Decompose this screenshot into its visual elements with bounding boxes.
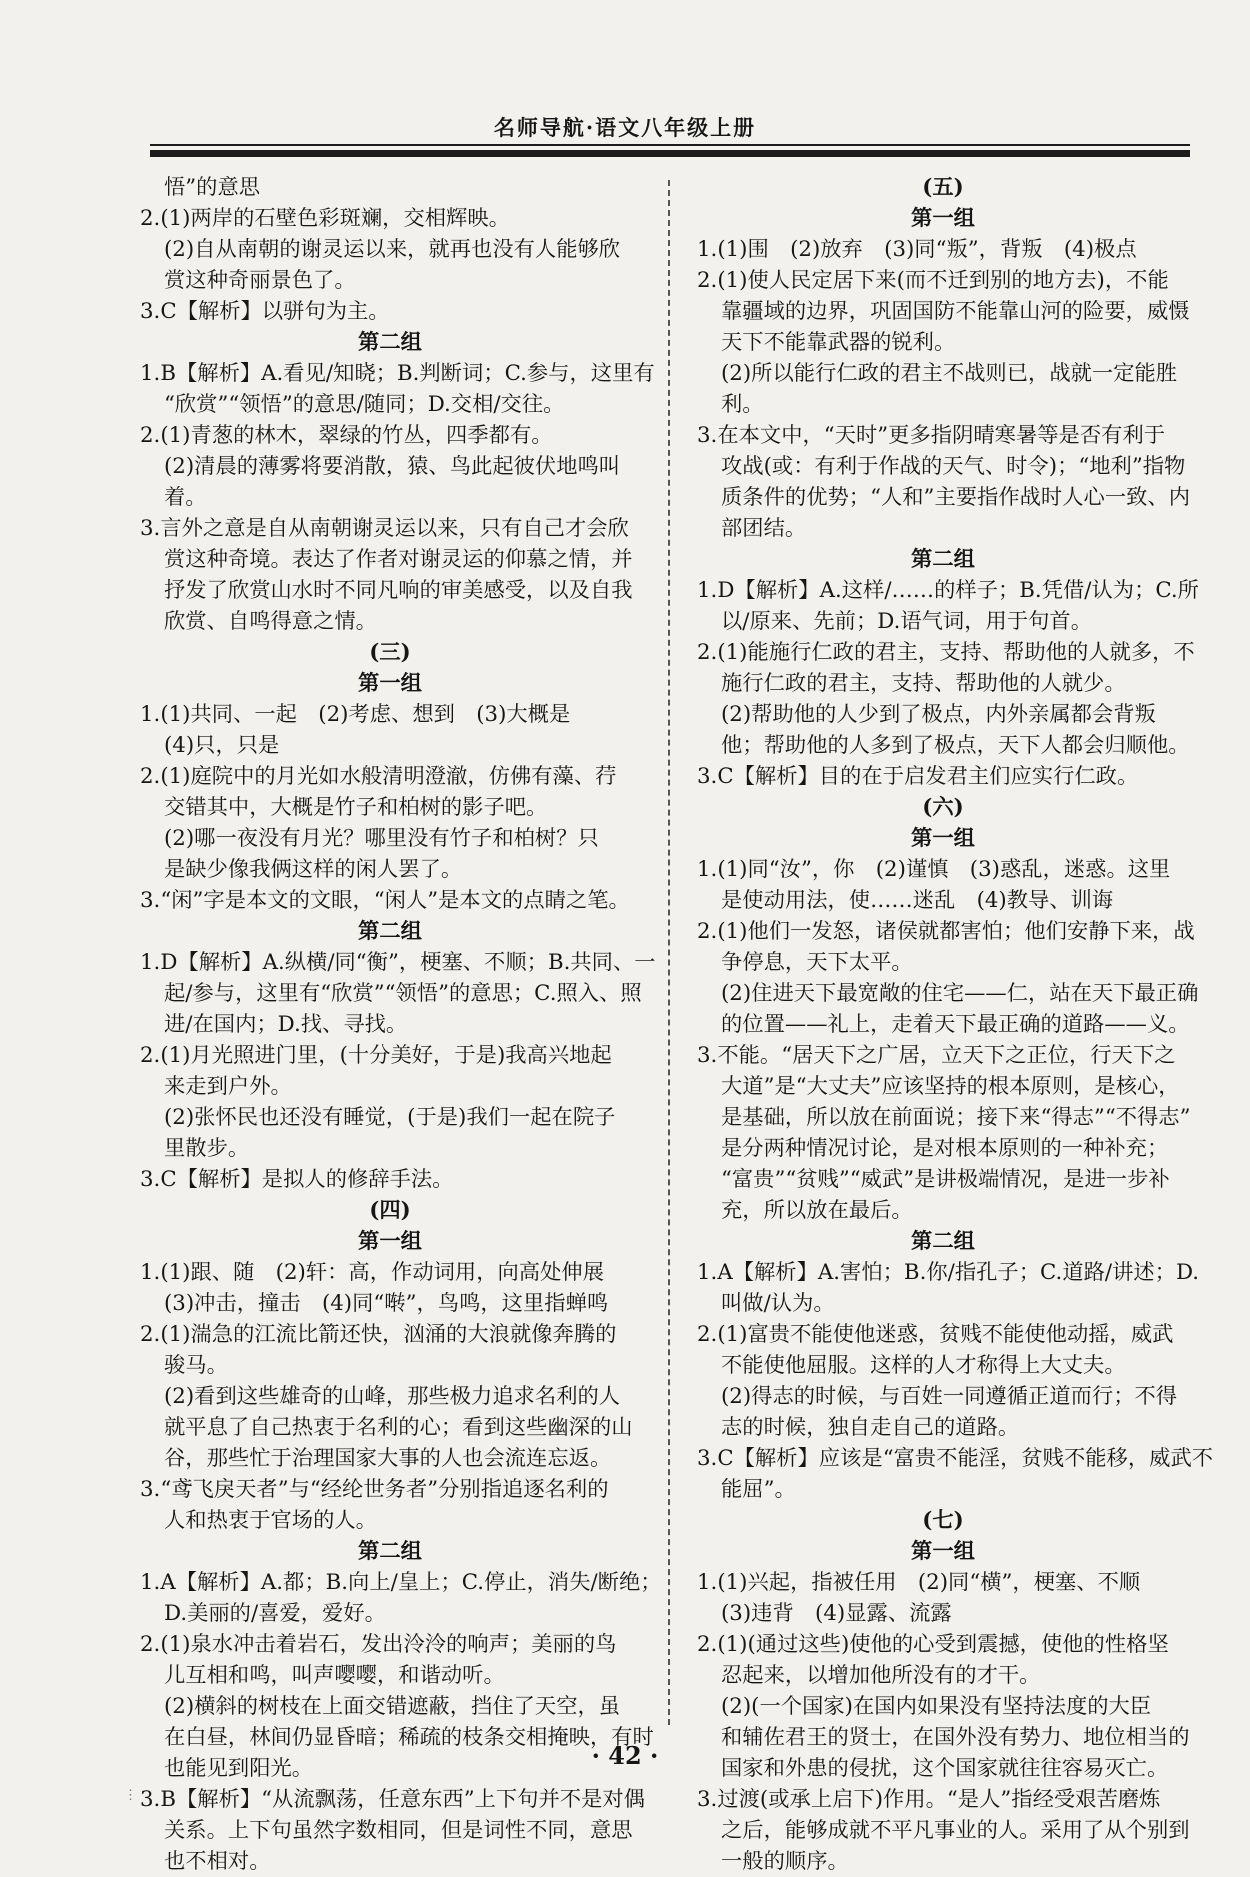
answer-line: 之后，能够成就不平凡事业的人。采用了从个别到 [721,1818,1190,1843]
section-heading: 第一组 [358,671,422,696]
answer-line: 欣赏、自鸣得意之情。 [164,609,377,634]
answer-line: 2.(1)能施行仁政的君主，支持、帮助他的人就多，不 [697,640,1195,665]
section-heading: 第一组 [358,1229,422,1254]
answer-line: 3.“闲”字是本文的文眼，“闲人”是本文的点睛之笔。 [140,888,630,913]
answer-line: (2)看到这些雄奇的山峰，那些极力追求名利的人 [164,1384,621,1409]
section-heading: (三) [369,640,411,665]
answer-line: (2)所以能行仁政的君主不战则已，战就一定能胜 [721,361,1178,386]
answer-line: 来走到户外。 [164,1074,292,1099]
answer-line: 2.(1)泉水冲击着岩石，发出泠泠的响声；美丽的鸟 [140,1632,617,1657]
answer-line: 1.A【解析】A.害怕；B.你/指孔子；C.道路/讲述；D. [697,1260,1200,1285]
page-number: · 42 · [591,1741,659,1770]
answer-line: 是缺少像我俩这样的闲人罢了。 [164,857,463,882]
answer-line: 1.(1)跟、随 (2)轩：高，作动词用，向高处伸展 [140,1260,604,1285]
answer-line: 2.(1)他们一发怒，诸侯就都害怕；他们安静下来，战 [697,919,1195,944]
section-heading: 第一组 [911,206,975,231]
answer-line: 2.(1)月光照进门里，(十分美好，于是)我高兴地起 [140,1043,612,1068]
answer-line: 他；帮助他的人多到了极点，天下人都会归顺他。 [721,733,1190,758]
section-heading: 第二组 [358,330,422,355]
section-heading: 第二组 [911,1229,975,1254]
answer-line: 不能使他屈服。这样的人才称得上大丈夫。 [721,1353,1126,1378]
answer-line: 骏马。 [164,1353,228,1378]
answer-line: 人和热衷于官场的人。 [164,1508,377,1533]
answer-line: 关系。上下句虽然字数相同，但是词性不同，意思 [164,1818,633,1843]
answer-line: 儿互相和鸣，叫声嘤嘤，和谐动听。 [164,1663,505,1688]
answer-line: 1.D【解析】A.这样/……的样子；B.凭借/认为；C.所 [697,578,1199,603]
answer-line: 争停息，天下太平。 [721,950,913,975]
answer-line: 谷，那些忙于治理国家大事的人也会流连忘返。 [164,1446,612,1471]
answer-line: 忍起来，以增加他所没有的才干。 [721,1663,1041,1688]
answer-line: 起/参与，这里有“欣赏”“领悟”的意思；C.照入、照 [164,981,642,1006]
answer-line: 抒发了欣赏山水时不同凡响的审美感受，以及自我 [164,578,633,603]
answer-line: 2.(1)(通过这些)使他的心受到震撼，使他的性格坚 [697,1632,1169,1657]
answer-line: 国家和外患的侵扰，这个国家就往往容易灭亡。 [721,1756,1169,1781]
answer-line: 2.(1)青葱的林木，翠绿的竹丛，四季都有。 [140,423,553,448]
answer-line: 是分两种情况讨论，是对根本原则的一种补充； [721,1136,1169,1161]
answer-line: 进/在国内；D.找、寻找。 [164,1012,408,1037]
answer-line: 施行仁政的君主，支持、帮助他的人就少。 [721,671,1126,696]
answer-line: 1.B【解析】A.看见/知晓；B.判断词；C.参与，这里有 [140,361,655,386]
answer-line: 3.不能。“居天下之广居，立天下之正位，行天下之 [697,1043,1176,1068]
answer-line: 2.(1)庭院中的月光如水般清明澄澈，仿佛有藻、荇 [140,764,617,789]
answer-line: “富贵”“贫贱”“威武”是讲极端情况，是进一步补 [721,1167,1170,1192]
answer-line: 3.C【解析】目的在于启发君主们应实行仁政。 [697,764,1139,789]
answer-line: (3)冲击，撞击 (4)同“啭”，鸟鸣，这里指蝉鸣 [164,1291,609,1316]
answer-line: 2.(1)两岸的石壁色彩斑斓，交相辉映。 [140,206,510,231]
answer-line: (2)张怀民也还没有睡觉，(于是)我们一起在院子 [164,1105,616,1130]
answer-line: (2)帮助他的人少到了极点，内外亲属都会背叛 [721,702,1156,727]
answer-line: (3)违背 (4)显露、流露 [721,1601,952,1626]
answer-line: 的位置——礼上，走着天下最正确的道路——义。 [721,1012,1190,1037]
answer-line: 叫做/认为。 [721,1291,835,1316]
answer-line: 攻战(或：有利于作战的天气、时令)；“地利”指物 [721,454,1186,479]
answer-line: 着。 [164,485,207,510]
answer-line: 3.言外之意是自从南朝谢灵运以来，只有自己才会欣 [140,516,629,541]
answer-line: 3.过渡(或承上启下)作用。“是人”指经受艰苦磨炼 [697,1787,1161,1812]
answer-line: 靠疆域的边界，巩固国防不能靠山河的险要，威慑 [721,299,1190,324]
answer-line: 3.C【解析】应该是“富贵不能淫，贫贱不能移，威武不 [697,1446,1214,1471]
answer-line: 以/原来、先前；D.语气词，用于句首。 [721,609,1093,634]
answer-line: 在白昼，林间仍显昏暗；稀疏的枝条交相掩映，有时 [164,1725,654,1750]
column-divider [668,180,670,1725]
answer-line: 2.(1)使人民定居下来(而不迁到别的地方去)，不能 [697,268,1169,293]
answer-line: 3.B【解析】“从流飘荡，任意东西”上下句并不是对偶 [140,1787,645,1812]
answer-line: (2)哪一夜没有月光？哪里没有竹子和柏树？只 [164,826,599,851]
answer-line: 是基础，所以放在前面说；接下来“得志”“不得志” [721,1105,1191,1130]
section-heading: (四) [369,1198,411,1223]
answer-line: 1.(1)同“汝”，你 (2)谨慎 (3)惑乱，迷惑。这里 [697,857,1171,882]
answer-line: 悟”的意思 [164,175,261,200]
answer-line: 和辅佐君王的贤士，在国外没有势力、地位相当的 [721,1725,1190,1750]
answer-line: 部团结。 [721,516,807,541]
answer-line: 2.(1)湍急的江流比箭还快，汹涌的大浪就像奔腾的 [140,1322,617,1347]
answer-line: 天下不能靠武器的锐利。 [721,330,956,355]
section-heading: 第二组 [358,919,422,944]
answer-line: 1.(1)围 (2)放弃 (3)同“叛”，背叛 (4)极点 [697,237,1137,262]
answer-line: (2)清晨的薄雾将要消散，猿、鸟此起彼伏地鸣叫 [164,454,621,479]
answer-line: 里散步。 [164,1136,250,1161]
answer-line: 3.C【解析】以骈句为主。 [140,299,390,324]
section-heading: (六) [922,795,964,820]
answer-line: 是使动用法，使……迷乱 (4)教导、训诲 [721,888,1114,913]
answer-line: 交错其中，大概是竹子和柏树的影子吧。 [164,795,548,820]
answer-line: 一般的顺序。 [721,1849,849,1874]
answer-line: 1.(1)兴起，指被任用 (2)同“横”，梗塞、不顺 [697,1570,1141,1595]
answer-line: 利。 [721,392,764,417]
answer-line: 也能见到阳光。 [164,1756,314,1781]
answer-line: (2)自从南朝的谢灵运以来，就再也没有人能够欣 [164,237,621,262]
answer-line: 赏这种奇丽景色了。 [164,268,356,293]
answer-line: 1.A【解析】A.都；B.向上/皇上；C.停止，消失/断绝； [140,1570,662,1595]
answer-line: 就平息了自己热衷于名利的心；看到这些幽深的山 [164,1415,633,1440]
section-heading: 第一组 [911,1539,975,1564]
answer-line: 3.“鸢飞戾天者”与“经纶世务者”分别指追逐名利的 [140,1477,609,1502]
answer-line: (4)只，只是 [164,733,280,758]
section-heading: 第二组 [911,547,975,572]
section-heading: 第一组 [911,826,975,851]
answer-line: (2)得志的时候，与百姓一同遵循正道而行；不得 [721,1384,1178,1409]
answer-line: 2.(1)富贵不能使他迷惑，贫贱不能使他动摇，威武 [697,1322,1174,1347]
answer-line: “欣赏”“领悟”的意思/随同；D.交相/交往。 [164,392,565,417]
left-column [140,172,662,1877]
section-heading: 第二组 [358,1539,422,1564]
answer-line: (2)横斜的树枝在上面交错遮蔽，挡住了天空，虽 [164,1694,621,1719]
answer-line: D.美丽的/喜爱，爱好。 [164,1601,386,1626]
answer-line: 质条件的优势；“人和”主要指作战时人心一致、内 [721,485,1191,510]
answer-line: 志的时候，独自走自己的道路。 [721,1415,1020,1440]
right-column [697,172,1214,1877]
answer-line: (2)(一个国家)在国内如果没有坚持法度的大臣 [721,1694,1152,1719]
header-rule-thin [150,144,1190,146]
header-rule-thick [150,150,1190,157]
answer-line: 3.在本文中，“天时”更多指阴晴寒暑等是否有利于 [697,423,1166,448]
answer-line: 赏这种奇境。表达了作者对谢灵运的仰慕之情，并 [164,547,633,572]
book-title: 名师导航·语文八年级上册 [493,115,757,140]
section-heading: (七) [922,1508,964,1533]
answer-line: 1.(1)共同、一起 (2)考虑、想到 (3)大概是 [140,702,571,727]
section-heading: (五) [922,175,964,200]
answer-line: 3.C【解析】是拟人的修辞手法。 [140,1167,454,1192]
answer-line: 能屈”。 [721,1477,796,1502]
answer-line: 也不相对。 [164,1849,271,1874]
corner-mark: ⋮ [124,1788,137,1803]
answer-line: 1.D【解析】A.纵横/同“衡”，梗塞、不顺；B.共同、一 [140,950,656,975]
answer-line: (2)住进天下最宽敞的住宅——仁，站在天下最正确 [721,981,1199,1006]
answer-line: 大道”是“大丈夫”应该坚持的根本原则，是核心， [721,1074,1180,1099]
answer-line: 充，所以放在最后。 [721,1198,913,1223]
